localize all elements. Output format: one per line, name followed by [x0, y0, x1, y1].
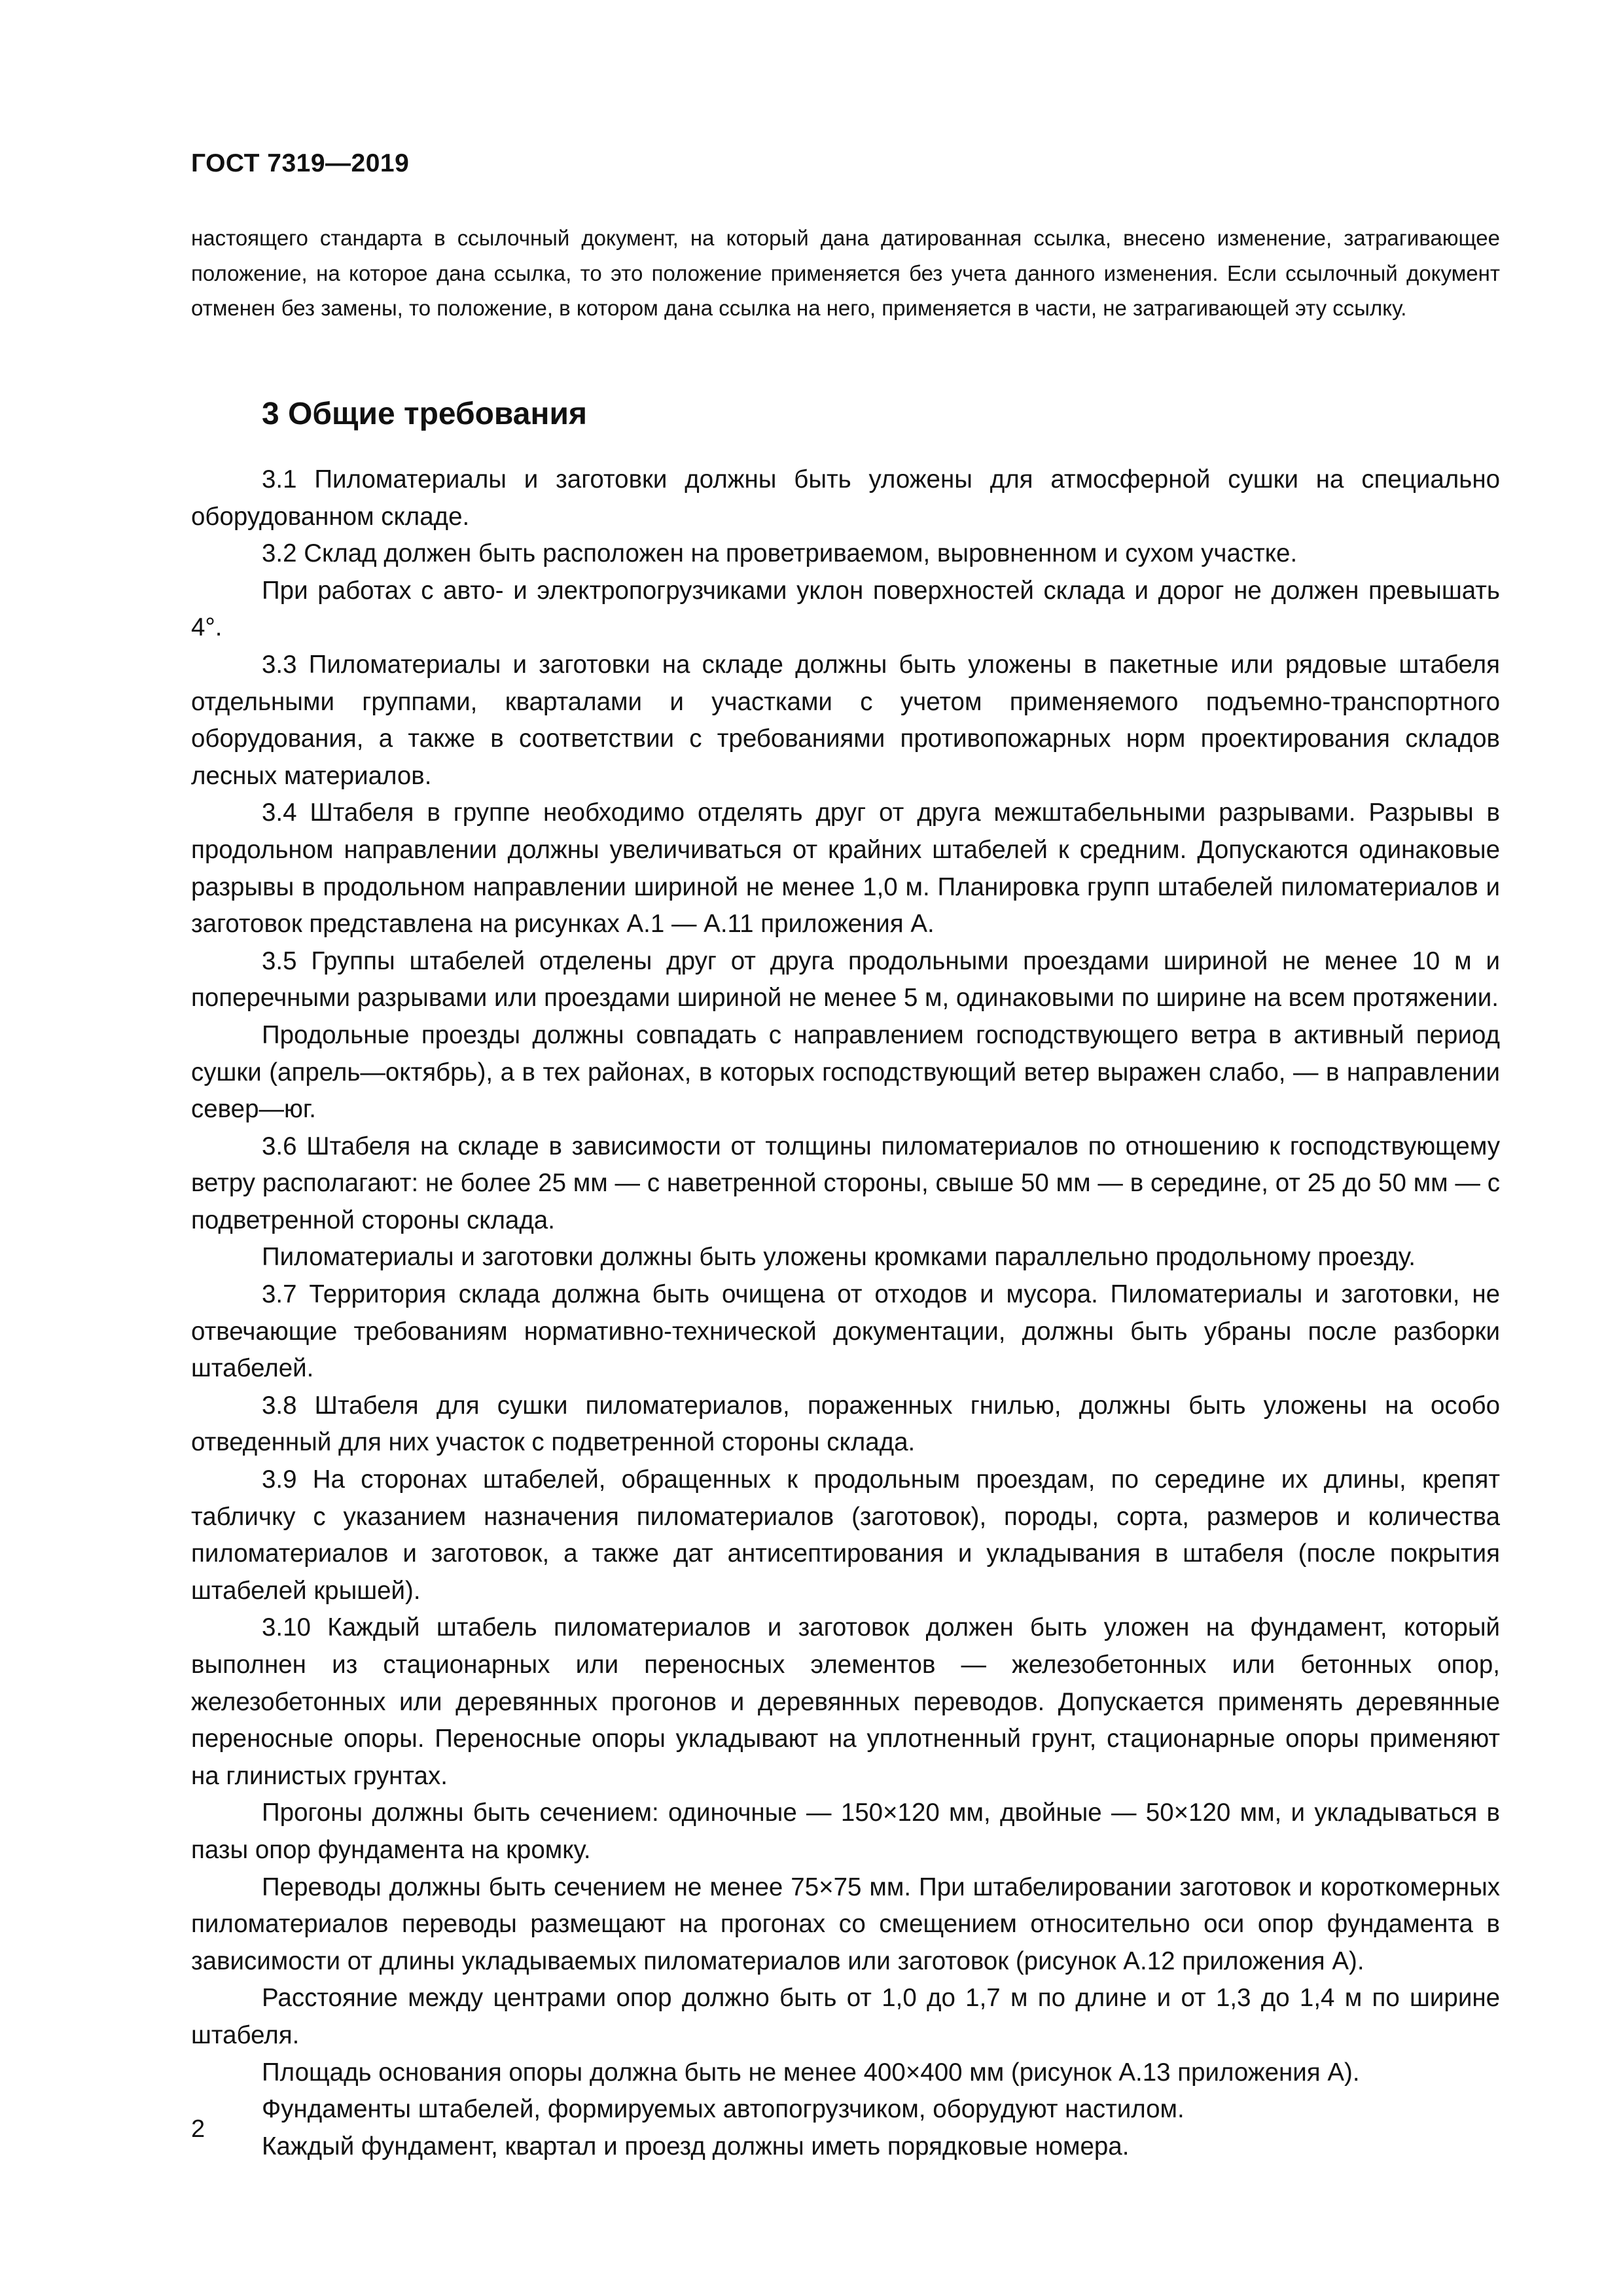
paragraph-3-8: 3.8 Штабеля для сушки пиломатериалов, пораженных гнилью, должны быть уложены на особо отведенный для них участок с подветренной стороны склада. [191, 1391, 1500, 1457]
paragraph-3-2: 3.2 Склад должен быть расположен на проветриваемом, выровненном и сухом участке. [262, 539, 1298, 568]
paragraph: Переводы должны быть сечением не менее 75×75 мм. При штабелировании заготовок и короткомерных пиломатериалов переводы размещают на прогонах со смещением относительно оси опор фундамента в зависимости от длины укладываемых пиломатериалов или заготовок (рисунок А.12 приложения А). [191, 1873, 1500, 1975]
paragraph: Продольные проезды должны совпадать с направлением господствующего ветра в активный период сушки (апрель—октябрь), а в тех районах, в которых господствующий ветер выражен слабо, — в направлении север—юг. [191, 1020, 1500, 1124]
paragraph-3-6: 3.6 Штабеля на складе в зависимости от толщины пиломатериалов по отношению к господствующему ветру располагают: не более 25 мм — с наветренной стороны, свыше 50 мм — в середине, от 25 до 50 мм — с подветренной стороны склада. [191, 1132, 1500, 1234]
paragraph: Фундаменты штабелей, формируемых автопогрузчиком, оборудуют настилом. [262, 2095, 1185, 2124]
paragraph: Каждый фундамент, квартал и проезд должны иметь порядковые номера. [262, 2132, 1130, 2161]
page-number: 2 [191, 2115, 205, 2143]
paragraph-3-9: 3.9 На сторонах штабелей, обращенных к продольным проездам, по середине их длины, крепят табличку с указанием назначения пиломатериалов (заготовок), породы, сорта, размеров и количества пиломатериалов и заготовок, а также дат антисептирования и укладывания в штабеля (после покрытия штабелей крышей). [191, 1465, 1500, 1605]
paragraph-3-3: 3.3 Пиломатериалы и заготовки на складе должны быть уложены в пакетные или рядовые штабеля отдельными группами, кварталами и участками с учетом применяемого подъемно-транспортного оборудования, а также в соответствии с требованиями противопожарных норм проектирования складов лесных материалов. [191, 650, 1500, 790]
intro-paragraph: настоящего стандарта в ссылочный документ, на который дана датированная ссылка, внесено изменение, затрагивающее положение, на которое дана ссылка, то это положение применяется без учета данного изменения. Если ссылочный документ отменен без замены, то положение, в котором дана ссылка на него, применяется в части, не затрагивающей эту ссылку. [191, 226, 1500, 320]
paragraph: Прогоны должны быть сечением: одиночные — 150×120 мм, двойные — 50×120 мм, и укладываться в пазы опор фундамента на кромку. [191, 1799, 1500, 1864]
paragraph-3-10: 3.10 Каждый штабель пиломатериалов и заготовок должен быть уложен на фундамент, который выполнен из стационарных или переносных элементов — железобетонных или бетонных опор, железобетонных или деревянных прогонов и деревянных переводов. Допускается применять деревянные переносные опоры. Переносные опоры укладывают на уплотненный грунт, стационарные опоры применяют на глинистых грунтах. [191, 1613, 1500, 1790]
paragraph: Расстояние между центрами опор должно быть от 1,0 до 1,7 м по длине и от 1,3 до 1,4 м по ширине штабеля. [191, 1984, 1500, 2049]
paragraph: Площадь основания опоры должна быть не менее 400×400 мм (рисунок А.13 приложения А). [262, 2058, 1360, 2087]
paragraph: При работах с авто- и электропогрузчиками уклон поверхностей склада и дорог не должен превышать 4°. [191, 576, 1500, 642]
section-title: 3 Общие требования [262, 397, 587, 431]
paragraph-3-5: 3.5 Группы штабелей отделены друг от друга продольными проездами шириной не менее 10 м и поперечными разрывами или проездами шириной не менее 5 м, одинаковыми по ширине на всем протяжении. [191, 946, 1500, 1013]
document-code-header: ГОСТ 7319—2019 [191, 149, 410, 177]
paragraph-3-7: 3.7 Территория склада должна быть очищена от отходов и мусора. Пиломатериалы и заготовки, не отвечающие требованиям нормативно-технической документации, должны быть убраны после разборки штабелей. [191, 1280, 1500, 1383]
paragraph: Пиломатериалы и заготовки должны быть уложены кромками параллельно продольному проезду. [262, 1243, 1416, 1272]
section-body [191, 461, 1500, 2165]
paragraph-3-4: 3.4 Штабеля в группе необходимо отделять друг от друга межштабельными разрывами. Разрывы в продольном направлении должны увеличиваться от крайних штабелей к средним. Допускаются одинаковые разрывы в продольном направлении шириной не менее 1,0 м. Планировка групп штабелей пиломатериалов и заготовок представлена на рисунках А.1 — А.11 приложения А. [191, 798, 1500, 939]
paragraph-3-1: 3.1 Пиломатериалы и заготовки должны быть уложены для атмосферной сушки на специально оборудованном складе. [191, 465, 1500, 531]
